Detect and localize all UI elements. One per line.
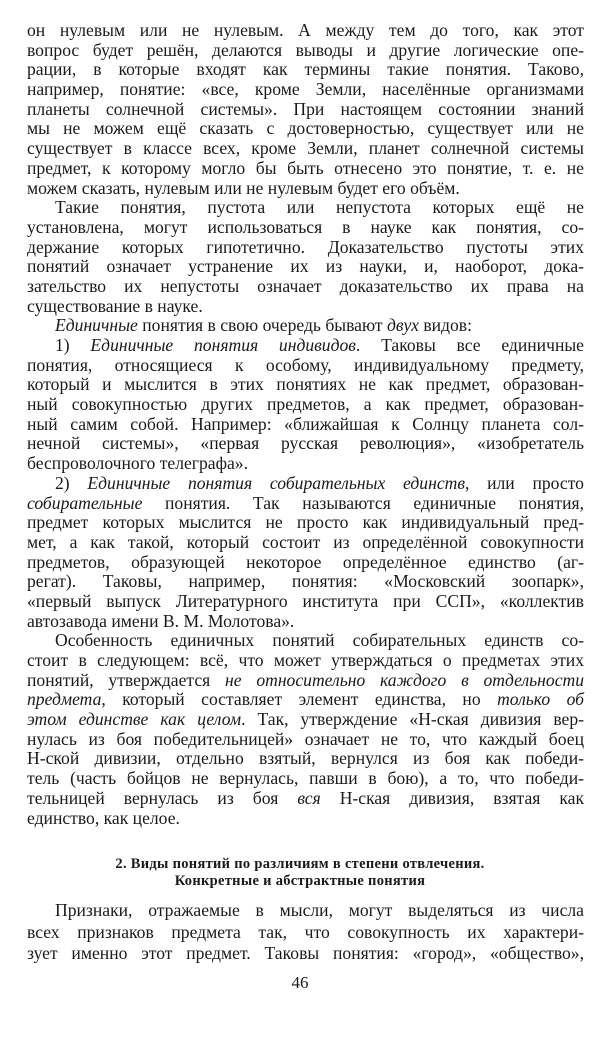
italic-text: двух bbox=[386, 315, 419, 336]
text-line bbox=[27, 454, 584, 474]
text-run: Н-ской дивизии, отдельно взятый, вернулся из боя как победи- bbox=[27, 748, 584, 769]
text-run: «первый выпуск Литературного института при ССП», «коллектив bbox=[27, 590, 584, 611]
text-line bbox=[27, 533, 584, 553]
text-run: Н-ская дивизия, взятая как bbox=[320, 787, 584, 808]
text-run: вопрос будет решён, делаются выводы и другие логические опе- bbox=[27, 39, 584, 60]
text-line bbox=[27, 553, 584, 573]
text-line bbox=[27, 809, 584, 829]
section-heading bbox=[0, 856, 600, 890]
text-line bbox=[27, 257, 584, 277]
text-run: ный самим собой. Например: «ближайшая к Солнцу планета сол- bbox=[27, 413, 584, 434]
italic-text: собирательные bbox=[27, 492, 143, 513]
text-run: 2) bbox=[55, 472, 88, 493]
text-line bbox=[27, 572, 584, 592]
text-line bbox=[27, 316, 584, 336]
text-line bbox=[27, 218, 584, 238]
text-line bbox=[27, 100, 584, 120]
text-run: автозавода имени В. М. Молотова». bbox=[27, 610, 295, 631]
text-run: предмет, к которому могло бы быть отнесено это понятие, т. е. не bbox=[27, 157, 584, 178]
text-line bbox=[27, 60, 584, 80]
text-run: существует в классе всех, кроме Земли, планет солнечной системы bbox=[27, 138, 584, 159]
text-line bbox=[27, 41, 584, 61]
text-line bbox=[27, 943, 584, 965]
paragraph bbox=[27, 631, 584, 828]
text-line bbox=[27, 336, 584, 356]
text-run: который и мыслится в этих понятиях не как предмет, образован- bbox=[27, 374, 584, 395]
text-line bbox=[27, 651, 584, 671]
paragraph bbox=[27, 900, 584, 965]
text-run: планеты солнечной системы». При настоящем состоянии знаний bbox=[27, 98, 584, 119]
text-line bbox=[27, 139, 584, 159]
italic-text: предмета bbox=[27, 689, 102, 710]
text-line bbox=[27, 710, 584, 730]
text-run: стоит в следующем: всё, что может утверждаться о предметах этих bbox=[27, 650, 584, 670]
text-run: он нулевым или не нулевым. А между тем до того, как этот bbox=[27, 20, 584, 40]
text-run: Особенность единичных понятий собирательных единств со- bbox=[55, 630, 584, 651]
text-run: , или просто bbox=[464, 472, 584, 493]
text-run: Такие понятия, пустота или непустота которых ещё не bbox=[55, 197, 584, 218]
text-run: зует именно этот предмет. Таковы понятия: «город», «общество», bbox=[27, 943, 584, 963]
text-line bbox=[27, 494, 584, 514]
text-run: нулась из боя победительницей» означает не то, что каждый боец bbox=[27, 728, 584, 749]
text-line bbox=[27, 119, 584, 139]
text-run: держание которых гипотетично. Доказательство пустоты этих bbox=[27, 236, 584, 257]
text-line bbox=[27, 474, 584, 494]
text-run: рации, в которые входят как термины такие понятия. Таково, bbox=[27, 59, 584, 80]
text-run: , который составляет элемент единства, но bbox=[101, 689, 498, 710]
text-line bbox=[27, 671, 584, 691]
text-run: существование в науке. bbox=[27, 295, 203, 316]
text-run: тельницей вернулась из боя bbox=[27, 787, 298, 808]
text-line bbox=[27, 900, 584, 922]
text-run: ный совокупностью других предметов, а как предмет, образован- bbox=[27, 394, 584, 415]
body-text-top bbox=[27, 21, 584, 828]
italic-text: Единичные понятия индивидов bbox=[90, 335, 356, 355]
section-heading-line-2: Конкретные и абстрактные понятия bbox=[174, 873, 426, 889]
text-line bbox=[27, 238, 584, 258]
text-run: единство, как целое. bbox=[27, 807, 180, 828]
text-run: понятий означает устранение их из науки, и, наоборот, дока- bbox=[27, 256, 584, 277]
text-run: предметов, образующей некоторое определённое единство (аг- bbox=[27, 551, 584, 572]
text-run: зательство их непустоты означает доказательство их права на bbox=[27, 275, 584, 296]
text-run: 1) bbox=[55, 335, 91, 355]
text-line bbox=[27, 395, 584, 415]
text-line bbox=[27, 415, 584, 435]
text-run: видов: bbox=[418, 315, 472, 336]
text-line bbox=[27, 922, 584, 944]
text-line bbox=[27, 769, 584, 789]
text-line bbox=[27, 690, 584, 710]
text-line bbox=[27, 297, 584, 317]
text-line bbox=[27, 159, 584, 179]
text-run: регат). Таковы, например, понятия: «Московский зоопарк», bbox=[27, 571, 584, 592]
text-run: нечной системы», «первая русская революция», «изобретатель bbox=[27, 433, 584, 454]
italic-text: вся bbox=[297, 787, 321, 808]
text-line bbox=[27, 513, 584, 533]
italic-text: этом единстве как целом bbox=[27, 709, 242, 730]
text-run: Признаки, отражаемые в мысли, могут выделяться из числа bbox=[55, 900, 584, 920]
text-run: понятия в свою очередь бывают bbox=[137, 315, 387, 336]
text-run: установлена, могут использоваться в науке как понятия, со- bbox=[27, 216, 584, 237]
text-run: предмет которых мыслится не просто как индивидуальный пред- bbox=[27, 512, 584, 533]
text-line bbox=[27, 356, 584, 376]
text-run: мы не можем ещё сказать с достоверностью, существует или не bbox=[27, 118, 584, 139]
text-line bbox=[27, 612, 584, 632]
text-line bbox=[27, 434, 584, 454]
text-line bbox=[27, 789, 584, 809]
text-line bbox=[27, 179, 584, 199]
paragraph bbox=[27, 198, 584, 316]
paragraph bbox=[27, 336, 584, 474]
text-run: например, понятие: «все, кроме Земли, населённые организмами bbox=[27, 79, 584, 100]
text-line bbox=[27, 592, 584, 612]
text-run: понятия, относящиеся к особому, индивидуальному предмету, bbox=[27, 354, 584, 375]
text-run: можем сказать, нулевым или не нулевым будет его объём. bbox=[27, 177, 460, 198]
italic-text: не относительно каждого в отдельности bbox=[225, 669, 584, 690]
italic-text: только об bbox=[497, 689, 584, 710]
italic-text: Единичные bbox=[55, 315, 138, 336]
text-run: . Так, утверждение «Н-ская дивизия вер- bbox=[241, 709, 585, 730]
text-line bbox=[27, 198, 584, 218]
italic-text: Единичные понятия собирательных единств bbox=[87, 472, 465, 493]
text-line bbox=[27, 277, 584, 297]
paragraph bbox=[27, 474, 584, 632]
text-line bbox=[27, 730, 584, 750]
body-text-bottom bbox=[27, 900, 584, 965]
text-run: беспроволочного телеграфа». bbox=[27, 453, 249, 474]
text-run: тель (часть бойцов не вернулась, павши в бою), а то, что победи- bbox=[27, 768, 584, 789]
text-line bbox=[27, 21, 584, 41]
paragraph bbox=[27, 316, 584, 336]
text-run: понятий, утверждается bbox=[27, 669, 226, 690]
text-run: . Таковы все единичные bbox=[355, 335, 584, 355]
text-line bbox=[27, 631, 584, 651]
paragraph bbox=[27, 21, 584, 198]
text-line bbox=[27, 375, 584, 395]
text-run: понятия. Так называются единичные понятия, bbox=[142, 492, 584, 513]
text-run: мет, а как такой, который состоит из определённой совокупности bbox=[27, 531, 584, 552]
text-line bbox=[27, 749, 584, 769]
text-run: всех признаков предмета так, что совокупность их характери- bbox=[27, 921, 584, 942]
page-number: 46 bbox=[291, 973, 309, 992]
section-heading-line-1: 2. Виды понятий по различиям в степени отвлечения. bbox=[115, 856, 485, 872]
text-line bbox=[27, 80, 584, 100]
